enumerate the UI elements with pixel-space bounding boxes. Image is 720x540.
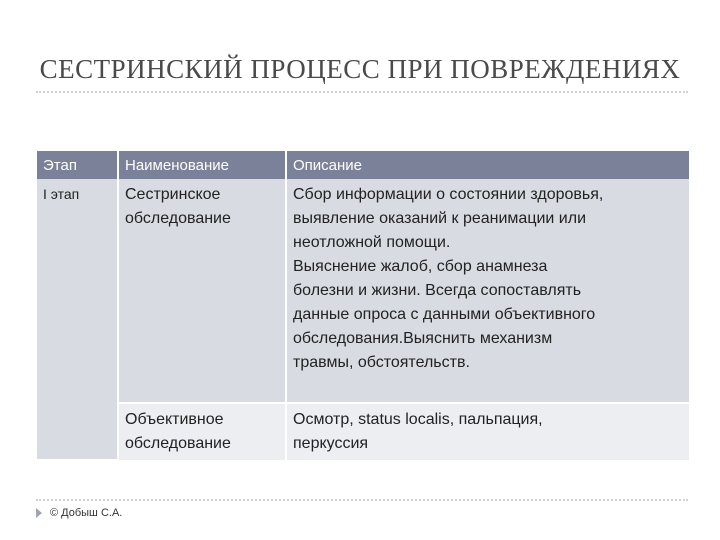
description-line: Выяснение жалоб, сбор анамнеза — [293, 258, 548, 275]
slide-title: СЕСТРИНСКИЙ ПРОЦЕСС ПРИ ПОВРЕЖДЕНИЯХ — [39, 54, 681, 84]
stage-cell — [37, 179, 118, 460]
table-row — [37, 179, 689, 403]
name-line: Сестринское — [125, 186, 221, 203]
description-line: данные опроса с данными объективного — [293, 306, 596, 323]
table-row — [37, 403, 689, 460]
stage-table — [37, 151, 689, 461]
footer — [36, 507, 122, 519]
description-line: Сбор информации о состоянии здоровья, — [293, 186, 604, 203]
footer-credit: © Добыш С.А. — [50, 507, 123, 519]
description-cell — [286, 403, 689, 460]
header-name: Наименование — [118, 151, 286, 179]
description-line: Осмотр, status localis, пальпация, — [293, 411, 543, 428]
name-line: Объективное — [125, 411, 224, 428]
stage-label: I этап — [43, 186, 80, 202]
description-line: перкуссия — [293, 435, 369, 452]
name-cell — [118, 403, 286, 460]
description-line: выявление оказаний к реанимации или — [293, 210, 587, 227]
name-line: обследование — [125, 435, 231, 452]
name-line: обследование — [125, 210, 231, 227]
header-stage: Этап — [37, 151, 118, 179]
description-line: обследования.Выяснить механизм — [293, 330, 553, 347]
table-header-row — [37, 151, 689, 179]
description-line: неотложной помощи. — [293, 234, 451, 251]
description-cell — [286, 179, 689, 403]
title-divider — [36, 91, 688, 93]
header-description: Описание — [286, 151, 689, 179]
name-cell — [118, 179, 286, 403]
description-line: болезни и жизни. Всегда сопоставлять — [293, 282, 582, 299]
footer-divider — [36, 499, 688, 501]
arrow-right-icon — [36, 508, 42, 518]
description-line: травмы, обстоятельств. — [293, 354, 470, 371]
